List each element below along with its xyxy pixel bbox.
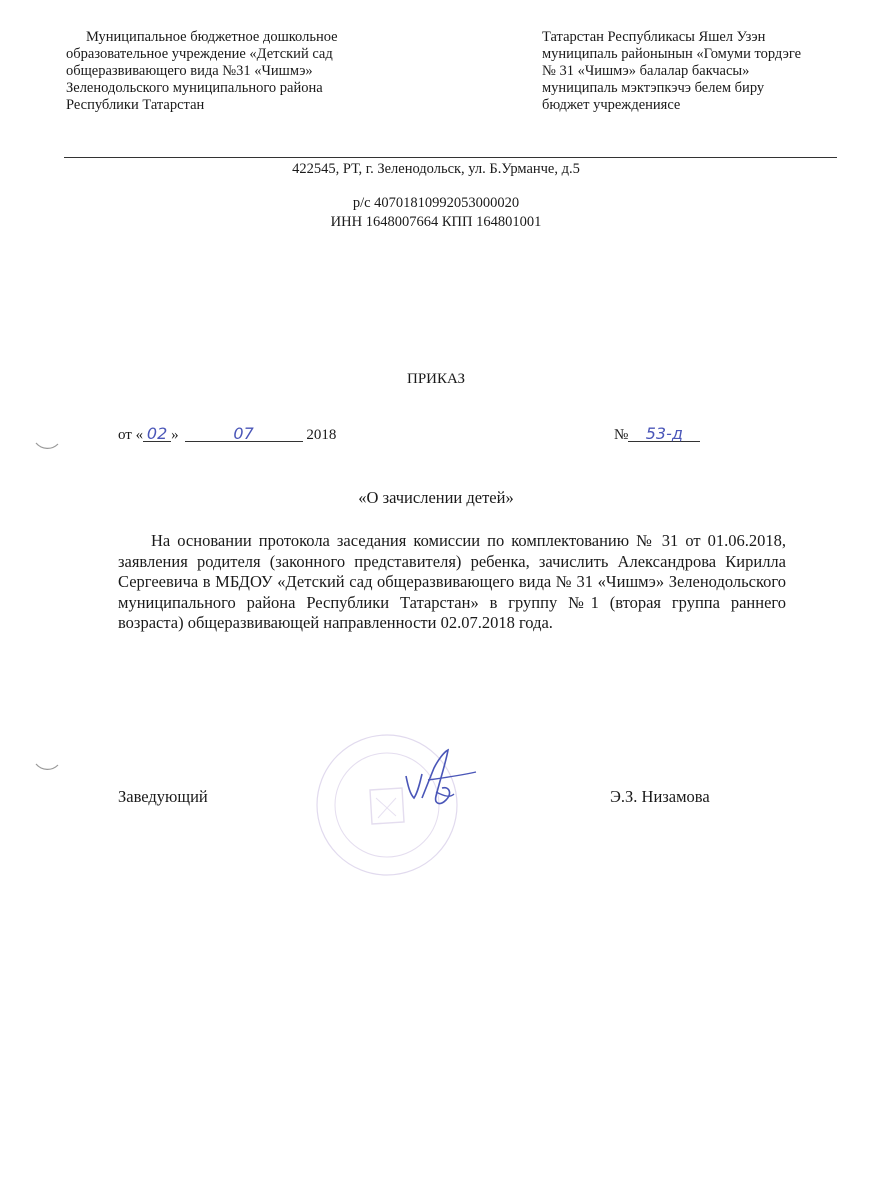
header-right-line: муниципаль мэктэпкэчэ белем биру	[542, 80, 765, 96]
document-title: ПРИКАЗ	[407, 371, 465, 387]
quote-open: «	[135, 427, 144, 443]
quote-close: »	[171, 427, 179, 443]
number-label: №	[614, 427, 629, 443]
handwritten-month: 07	[185, 427, 303, 442]
order-year: 2018	[306, 427, 337, 443]
handwritten-order-number: 53-д	[628, 427, 700, 442]
binder-hole-mark	[34, 441, 60, 451]
organization-address: 422545, РТ, г. Зеленодольск, ул. Б.Урманче, д.5	[292, 161, 580, 177]
order-subject: «О зачислении детей»	[358, 488, 514, 507]
handwritten-day: 02	[143, 427, 171, 442]
header-left-line: Муниципальное бюджетное дошкольное	[86, 29, 338, 45]
order-body-paragraph: На основании протокола заседания комиссии по комплектованию № 31 от 01.06.2018, заявления родителя (законного представителя) ребенка, зачислить Александрова Кирилла Сергеевича в МБДОУ «Детский сад общеразвивающего вида № 31 «Чишмэ» Зеленодольского муниципального района Республики Татарстан» в группу №1 (вторая группа раннего возраста) общеразвивающей направленности 02.07.2018 года.	[118, 531, 786, 632]
header-left-block	[66, 29, 338, 114]
header-right-line: бюджет учреждениясе	[542, 97, 681, 113]
tax-ids: ИНН 1648007664 КПП 164801001	[330, 214, 542, 230]
header-left-line: общеразвивающего вида №31 «Чишмэ»	[66, 63, 313, 79]
header-right-block	[542, 29, 801, 114]
handwritten-signature	[392, 748, 488, 814]
header-divider	[64, 157, 837, 158]
header-left-line: Зеленодольского муниципального района	[66, 80, 323, 96]
order-number	[614, 424, 700, 444]
header-left-line: Республики Татарстан	[66, 97, 205, 113]
header-right-line: № 31 «Чишмэ» балалар бакчасы»	[542, 63, 750, 79]
header-right-line: Татарстан Республикасы Яшел Узэн	[542, 29, 766, 45]
header-left-line: образовательное учреждение «Детский сад	[66, 46, 333, 62]
signatory-role: Заведующий	[118, 787, 208, 806]
date-from-label: от	[118, 427, 132, 443]
signatory-name: Э.З. Низамова	[610, 787, 710, 806]
order-date	[118, 424, 337, 444]
binder-hole-mark	[34, 762, 60, 772]
bank-account: р/с 40701810992053000020	[352, 195, 520, 211]
header-right-line: муниципаль районынын «Гомуми тордэге	[542, 46, 802, 62]
